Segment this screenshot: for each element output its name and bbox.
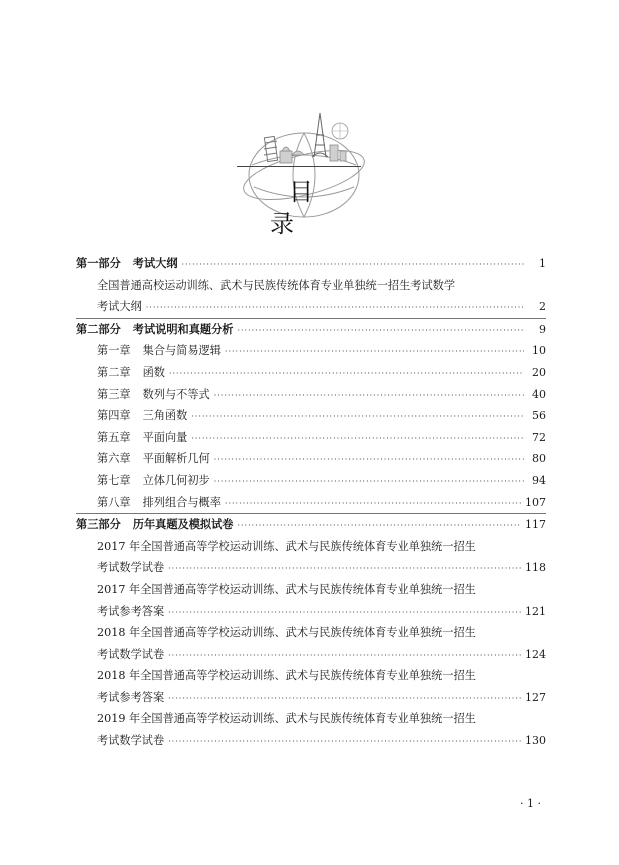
page-number: 72 (532, 430, 546, 444)
part-number: 第三部分 (76, 517, 121, 532)
page-title: 目 录 (270, 178, 413, 238)
chapter-number: 第五章 (97, 430, 131, 444)
leader-dots (168, 731, 521, 753)
part-title: 历年真题及模拟试卷 (132, 517, 234, 532)
toc-part-label (76, 319, 233, 341)
page-number: 10 (532, 344, 546, 358)
page-number: 2 (539, 300, 546, 314)
part-title: 考试大纲 (132, 256, 178, 270)
title-rule (237, 166, 361, 167)
leader-dots (169, 363, 524, 385)
page-number: 40 (532, 387, 546, 401)
page-number: 124 (525, 647, 546, 661)
chapter-number: 第二章 (97, 365, 131, 379)
leader-dots (191, 406, 524, 428)
page-number: 117 (525, 518, 546, 532)
toc-part-entry[interactable] (76, 319, 546, 341)
chapter-title: 三角函数 (142, 409, 188, 423)
chapter-title: 函数 (142, 365, 165, 379)
chapter-number: 第一章 (97, 344, 131, 358)
toc-item-title: 考试数学试卷 (97, 647, 165, 661)
leader-dots (225, 493, 521, 515)
leader-dots (191, 428, 524, 450)
chapter-title: 平面向量 (142, 430, 188, 444)
toc-item-text: 2019 年全国普通高等学校运动训练、武术与民族传统体育专业单独统一招生 (97, 712, 476, 726)
toc-item-text: 2017 年全国普通高等学校运动训练、武术与民族传统体育专业单独统一招生 (97, 582, 476, 596)
toc-item-entry[interactable] (76, 296, 546, 318)
chapter-title: 平面解析几何 (142, 452, 210, 466)
leader-dots (214, 471, 524, 493)
leader-dots (168, 688, 521, 710)
toc-item-title: 考试参考答案 (97, 604, 165, 618)
toc-item-text: 全国普通高校运动训练、武术与民族传统体育专业单独统一招生考试数学 (97, 278, 456, 292)
page-number: 121 (525, 604, 546, 618)
toc-item-title: 考试大纲 (97, 300, 142, 314)
toc-chapter-entry[interactable] (76, 405, 546, 427)
chapter-number: 第八章 (97, 495, 131, 509)
part-title: 考试说明和真题分析 (132, 321, 234, 336)
page-number: 20 (532, 365, 546, 379)
page-number: 1 (539, 257, 546, 270)
leader-dots (168, 602, 521, 624)
toc-chapter-entry[interactable] (76, 384, 546, 406)
toc-chapter-entry[interactable] (76, 470, 546, 492)
chapter-number: 第四章 (97, 409, 131, 423)
toc-chapter-entry[interactable] (76, 448, 546, 470)
page-number: 80 (532, 452, 546, 466)
chapter-title: 立体几何初步 (142, 473, 210, 487)
toc-part-label (76, 514, 233, 536)
toc-item-entry[interactable] (76, 644, 546, 666)
leader-dots (168, 558, 521, 580)
toc-item-text: 2017 年全国普通高等学校运动训练、武术与民族传统体育专业单独统一招生 (97, 539, 476, 553)
toc-part-entry[interactable] (76, 514, 546, 536)
toc-item-entry[interactable] (76, 557, 546, 579)
leader-dots (237, 515, 521, 537)
leader-dots (214, 449, 524, 471)
chapter-title: 集合与简易逻辑 (142, 344, 221, 358)
leader-dots (168, 645, 521, 667)
table-of-contents (76, 253, 546, 752)
chapter-number: 第七章 (97, 473, 131, 487)
page-number: 127 (525, 690, 546, 704)
toc-chapter-entry[interactable] (76, 492, 546, 514)
toc-item-title: 考试数学试卷 (97, 561, 165, 575)
chapter-number: 第六章 (97, 452, 131, 466)
toc-item-entry[interactable] (76, 687, 546, 709)
leader-dots (225, 341, 524, 363)
chapter-title: 排列组合与概率 (142, 495, 221, 509)
toc-item-title: 考试参考答案 (97, 690, 165, 704)
toc-item-title: 考试数学试卷 (97, 734, 165, 748)
part-number: 第一部分 (76, 256, 121, 270)
page-number: 9 (539, 322, 546, 336)
toc-item-text: 2018 年全国普通高等学校运动训练、武术与民族传统体育专业单独统一招生 (97, 669, 476, 683)
toc-chapter-entry[interactable] (76, 427, 546, 449)
leader-dots (237, 320, 524, 342)
toc-item-entry[interactable] (76, 730, 546, 752)
chapter-title: 数列与不等式 (142, 387, 210, 401)
toc-chapter-entry[interactable] (76, 340, 546, 362)
leader-dots (146, 297, 524, 319)
page-number: 130 (525, 734, 546, 748)
toc-item-text: 2018 年全国普通高等学校运动训练、武术与民族传统体育专业单独统一招生 (97, 626, 476, 640)
leader-dots (214, 385, 524, 407)
part-number: 第二部分 (76, 321, 121, 336)
page-footer-number: · 1 · (520, 797, 541, 810)
toc-part-label (76, 253, 178, 275)
page-number: 107 (525, 495, 546, 509)
toc-item-entry[interactable] (76, 601, 546, 623)
page-number: 118 (525, 561, 546, 575)
leader-dots (182, 254, 524, 276)
chapter-number: 第三章 (97, 387, 131, 401)
page-number: 56 (532, 409, 546, 423)
page-number: 94 (532, 473, 546, 487)
toc-chapter-entry[interactable] (76, 362, 546, 384)
toc-part-entry[interactable] (76, 253, 546, 275)
